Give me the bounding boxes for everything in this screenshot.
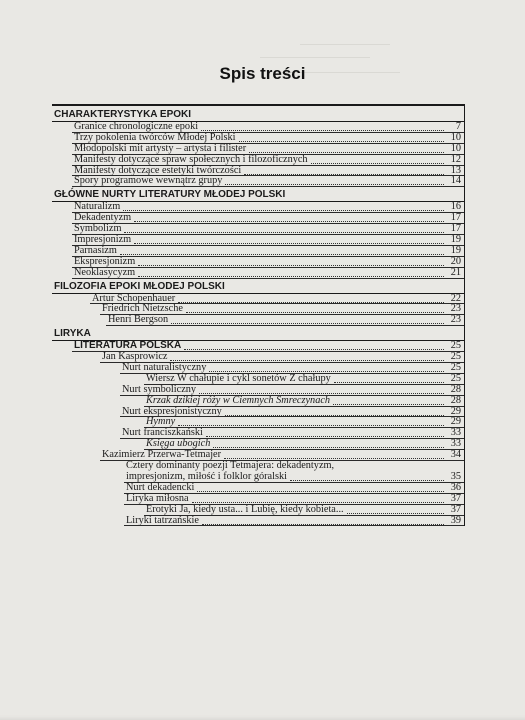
toc-entry-title: Impresjonizm xyxy=(74,234,132,246)
toc-entry-title: GŁÓWNE NURTY LITERATURY MŁODEJ POLSKI xyxy=(54,189,286,201)
toc-page-number: 7 xyxy=(455,121,461,132)
toc-leader-dots xyxy=(206,436,444,437)
toc-leader-dots xyxy=(225,184,444,185)
toc-leader-dots xyxy=(334,382,444,383)
toc-leader-dots xyxy=(213,447,444,448)
toc-page-number: 28 xyxy=(450,383,461,395)
toc-entry-title: Artur Schopenhauer xyxy=(92,292,176,304)
toc-page-number: 23 xyxy=(450,314,461,326)
toc-entry-title: Nurt symboliczny xyxy=(122,383,197,395)
toc-leader-dots xyxy=(333,404,444,405)
toc-entry-title: FILOZOFIA EPOKI MŁODEJ POLSKI xyxy=(54,280,225,292)
toc-entry xyxy=(52,505,464,516)
toc-page-number: 25 xyxy=(450,351,461,363)
toc-entry xyxy=(52,396,464,407)
toc-page-number: 12 xyxy=(450,153,461,165)
toc-page-number: 16 xyxy=(450,201,461,213)
toc-section-heading xyxy=(52,280,464,294)
toc-entry-title: Liryka miłosna xyxy=(126,492,189,504)
toc-row-rule xyxy=(124,525,464,526)
toc-entry-title: Młodopolski mit artysty – artysta i filister xyxy=(74,142,247,154)
toc-page-number: 39 xyxy=(450,514,461,526)
toc-page-number: 25 xyxy=(450,362,461,374)
toc-leader-dots xyxy=(120,254,444,255)
toc-page-number: 17 xyxy=(450,223,461,235)
toc-entry-title: Trzy pokolenia twórców Młodej Polski xyxy=(74,131,236,143)
toc-entry-title: Wiersz W chałupie i cykl sonetów Z chałupy xyxy=(146,372,331,384)
toc-entry xyxy=(52,315,464,326)
toc-entry xyxy=(52,494,464,505)
toc-leader-dots xyxy=(239,141,444,142)
toc-entry-title: Krzak dzikiej róży w Ciemnych Smreczynach xyxy=(146,394,331,406)
toc-entry xyxy=(52,428,464,439)
toc-page-number: 10 xyxy=(450,142,461,154)
toc-page-number: 37 xyxy=(450,492,461,504)
toc-entry-title: Liryki tatrzańskie xyxy=(126,514,199,526)
toc-entry-title: Cztery dominanty poezji Tetmajera: dekadentyzm, xyxy=(126,460,335,472)
toc-leader-dots xyxy=(199,393,444,394)
toc-entry-title: Księga ubogich xyxy=(146,438,211,450)
toc-row-rule xyxy=(72,278,464,279)
toc-entry-title: Neoklasycyzm xyxy=(74,266,136,278)
toc-row-rule xyxy=(106,325,464,326)
toc-entry xyxy=(52,516,464,527)
toc-leader-dots xyxy=(186,312,444,313)
toc-leader-dots xyxy=(225,415,444,416)
toc-page-number: 29 xyxy=(450,405,461,417)
toc-entry-title: Friedrich Nietzsche xyxy=(102,303,183,315)
toc-entry xyxy=(52,268,464,279)
toc-leader-dots xyxy=(171,323,444,324)
toc-entry-title: Dekadentyzm xyxy=(74,212,132,224)
toc-entry-title: Parnasizm xyxy=(74,244,117,256)
toc-row-rule xyxy=(72,186,464,187)
toc-section-heading xyxy=(52,188,464,202)
toc-entry xyxy=(52,374,464,385)
table-of-contents xyxy=(52,104,465,526)
toc-leader-dots xyxy=(224,458,444,459)
toc-page-number: 35 xyxy=(450,470,461,482)
toc-leader-dots xyxy=(209,371,444,372)
toc-page-number: 29 xyxy=(450,416,461,428)
toc-entry-title: Jan Kasprowicz xyxy=(102,351,168,363)
toc-entry-title: Hymny xyxy=(146,416,176,428)
toc-leader-dots xyxy=(197,491,444,492)
toc-page-number: 19 xyxy=(450,244,461,256)
toc-leader-dots xyxy=(138,265,444,266)
bleed-line xyxy=(260,57,370,58)
toc-leader-dots xyxy=(134,221,444,222)
toc-leader-dots xyxy=(138,276,444,277)
toc-entry xyxy=(52,417,464,428)
toc-page-number: 34 xyxy=(450,449,461,461)
toc-leader-dots xyxy=(249,152,444,153)
toc-entry xyxy=(52,407,464,418)
toc-page-number: 17 xyxy=(450,212,461,224)
toc-page-number: 19 xyxy=(450,234,461,246)
toc-entry-title: LITERATURA POLSKA xyxy=(74,340,182,352)
toc-entry xyxy=(52,472,464,483)
toc-page-number: 33 xyxy=(450,427,461,439)
toc-entry-title: Nurt ekspresjonistyczny xyxy=(122,405,222,417)
toc-entry xyxy=(52,176,464,187)
toc-entry xyxy=(52,483,464,494)
toc-entry-title: Erotyki Ja, kiedy usta... i Lubię, kiedy kobieta... xyxy=(146,503,344,515)
toc-page-number: 37 xyxy=(450,503,461,515)
toc-entry-title: Henri Bergson xyxy=(108,314,169,326)
toc-leader-dots xyxy=(201,130,444,131)
toc-page-number: 21 xyxy=(450,266,461,278)
toc-leader-dots xyxy=(202,524,444,525)
toc-section-heading xyxy=(52,327,464,341)
toc-page-number: 13 xyxy=(450,164,461,176)
toc-leader-dots xyxy=(123,210,444,211)
toc-page-number: 25 xyxy=(450,340,461,352)
toc-entry-title: impresjonizm, miłość i folklor góralski xyxy=(126,470,288,482)
toc-leader-dots xyxy=(134,243,444,244)
toc-entry-title: Granice chronologiczne epoki xyxy=(74,121,199,132)
toc-entry-title: Nurt naturalistyczny xyxy=(122,362,207,374)
toc-page-number: 25 xyxy=(450,372,461,384)
toc-entry xyxy=(52,155,464,166)
toc-entry-title: Nurt franciszkański xyxy=(122,427,203,439)
toc-entry-title: Nurt dekadencki xyxy=(126,481,195,493)
toc-leader-dots xyxy=(184,349,444,350)
toc-section-heading xyxy=(52,108,464,122)
toc-leader-dots xyxy=(311,163,444,164)
toc-entry xyxy=(52,352,464,363)
toc-leader-dots xyxy=(170,360,444,361)
toc-leader-dots xyxy=(178,302,444,303)
toc-page-number: 28 xyxy=(450,394,461,406)
toc-leader-dots xyxy=(192,502,444,503)
toc-entry-title: Manifesty dotyczące estetyki twórczości xyxy=(74,164,242,176)
toc-entry-title: Manifesty dotyczące spraw społecznych i filozoficznych xyxy=(74,153,308,165)
toc-entry-title: Naturalizm xyxy=(74,201,121,213)
toc-leader-dots xyxy=(290,480,444,481)
toc-page-number: 20 xyxy=(450,255,461,267)
toc-entry-title: CHARAKTERYSTYKA EPOKI xyxy=(54,109,192,120)
toc-page-number: 36 xyxy=(450,481,461,493)
toc-leader-dots xyxy=(244,174,444,175)
toc-leader-dots xyxy=(178,425,444,426)
page-title: Spis treści xyxy=(219,64,306,83)
toc-page-number: 10 xyxy=(450,131,461,143)
toc-entry-title: Spory programowe wewnątrz grupy xyxy=(74,175,223,187)
toc-leader-dots xyxy=(347,513,444,514)
toc-page-number: 14 xyxy=(450,175,461,187)
toc-page-number: 23 xyxy=(450,303,461,315)
bleed-line xyxy=(300,44,390,45)
toc-leader-dots xyxy=(124,232,444,233)
toc-page-number: 22 xyxy=(450,292,461,304)
toc-page-number: 33 xyxy=(450,438,461,450)
toc-entry-title: LIRYKA xyxy=(54,328,91,340)
toc-entry-title: Ekspresjonizm xyxy=(74,255,136,267)
toc-entry-title: Symbolizm xyxy=(74,223,122,235)
toc-entry-title: Kazimierz Przerwa-Tetmajer xyxy=(102,449,222,461)
